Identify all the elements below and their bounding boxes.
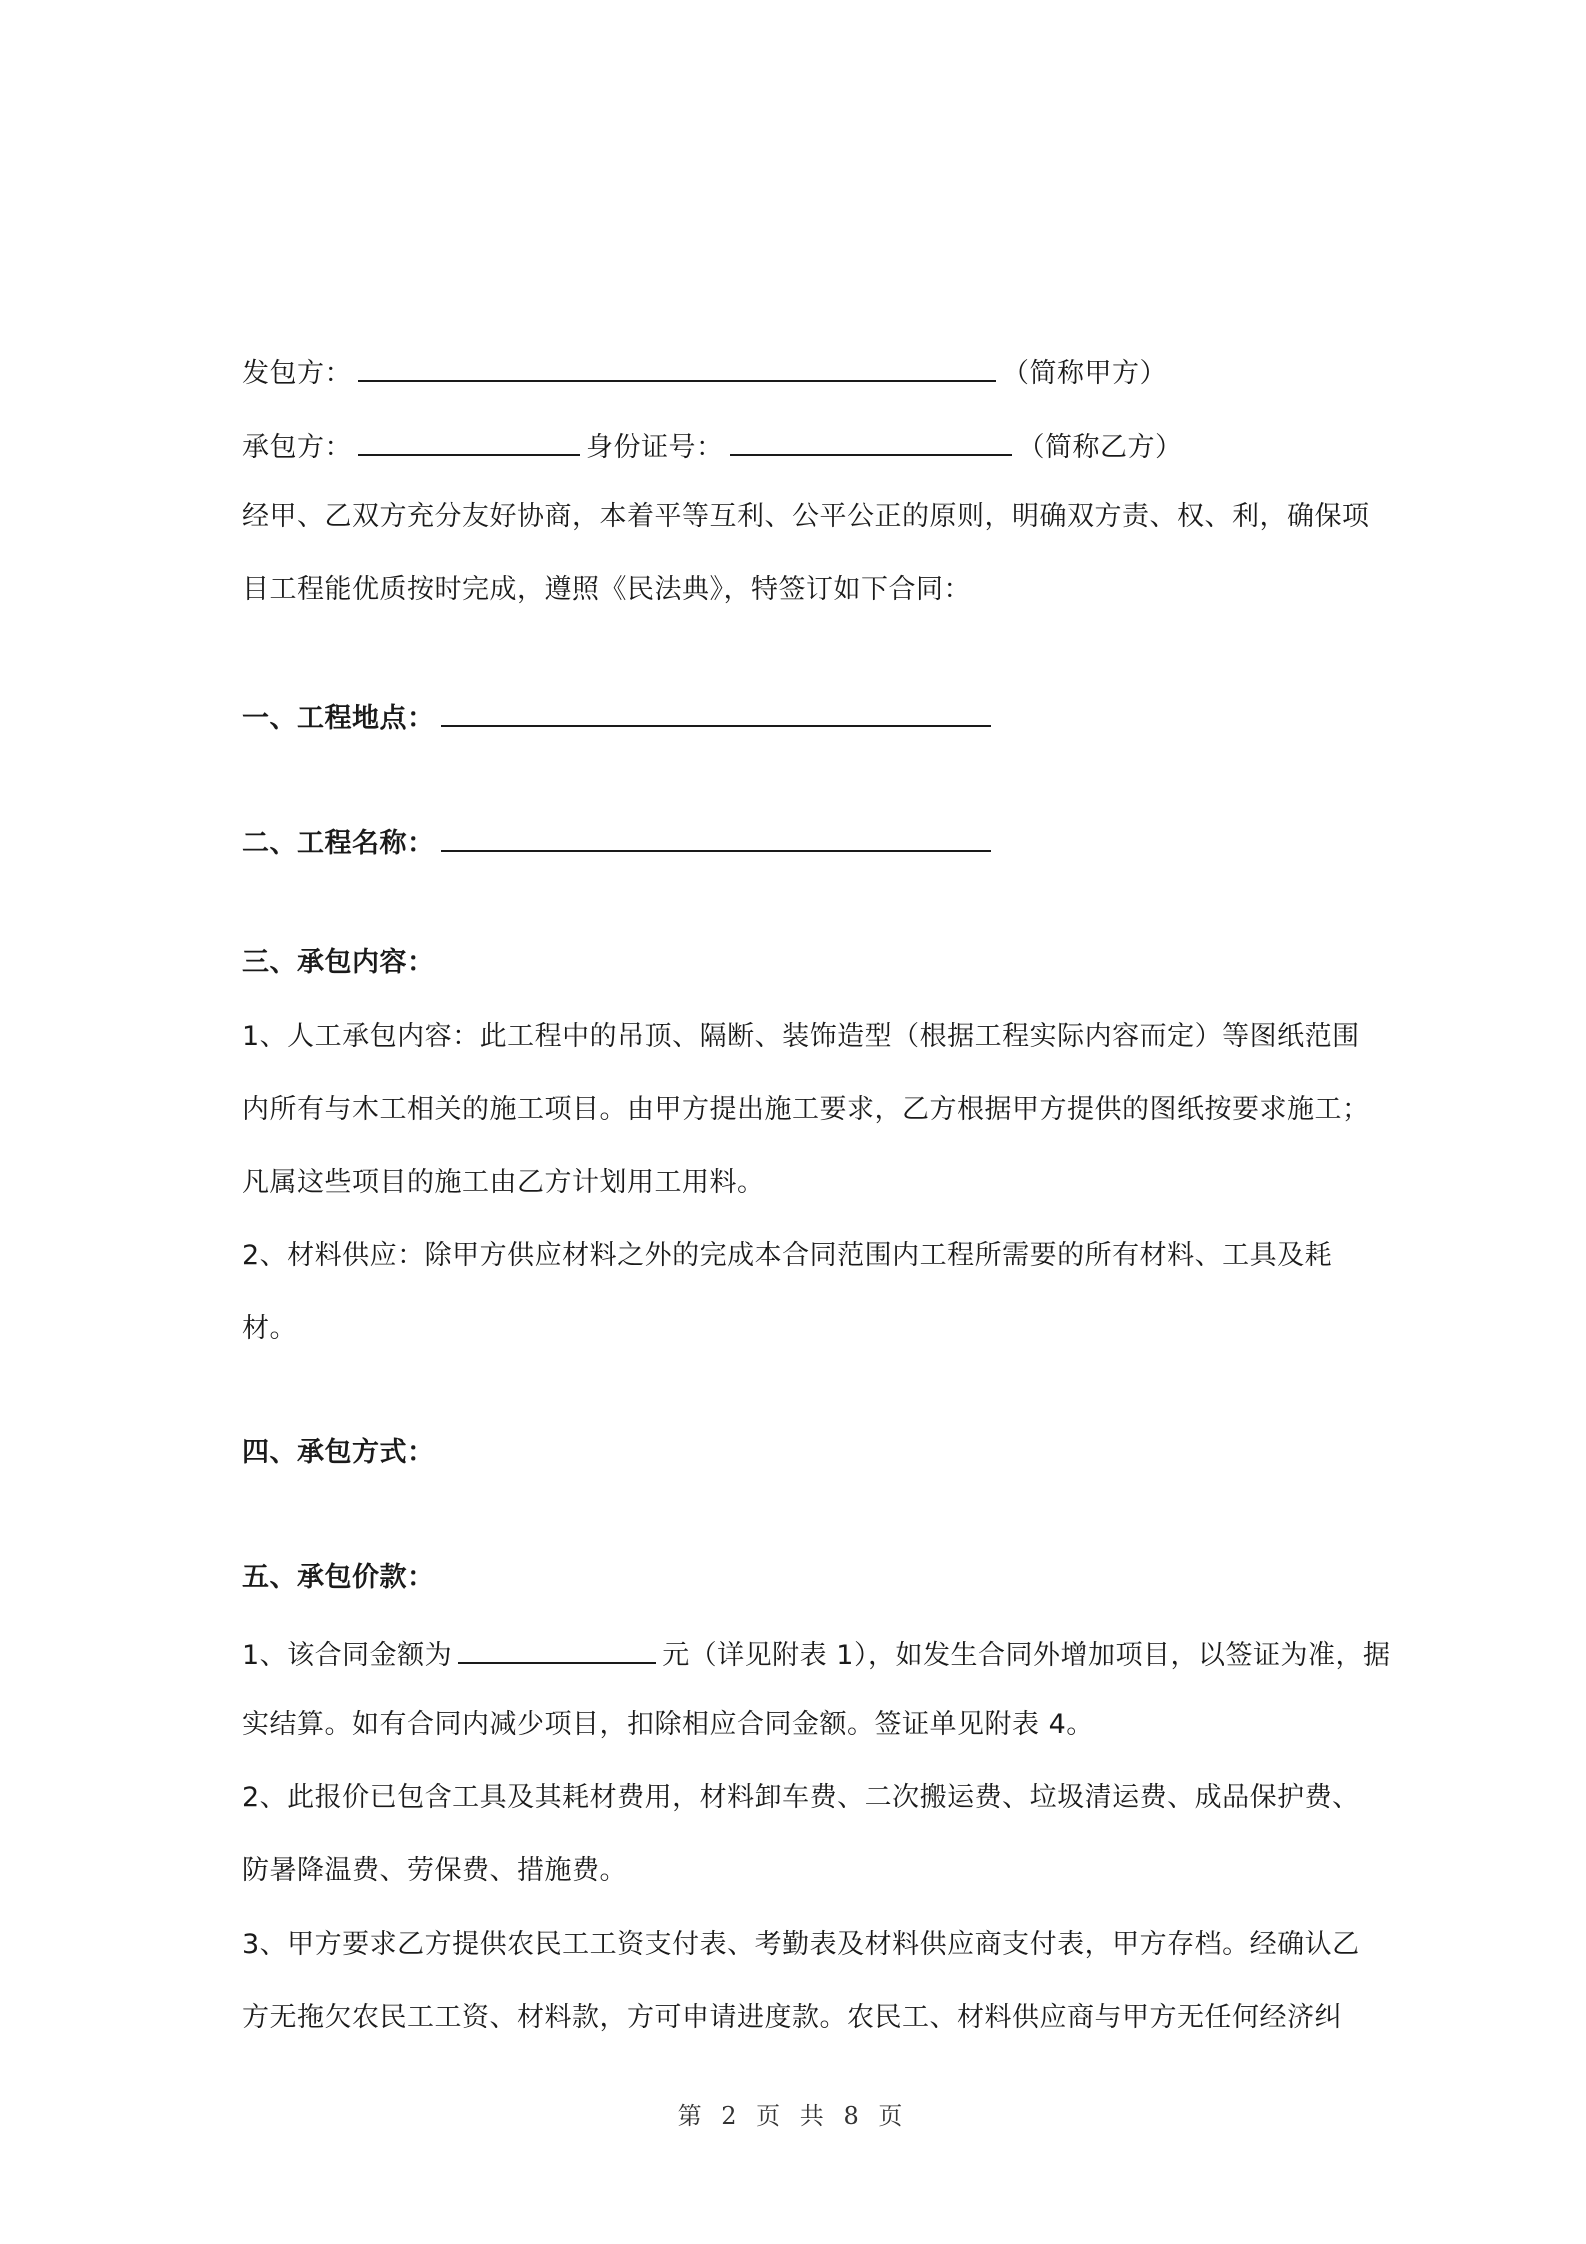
section-5-para-1-line-2: 实结算。如有合同内减少项目，扣除相应合同金额。签证单见附表 4。 xyxy=(242,1709,1094,1740)
party-a-blank[interactable] xyxy=(358,352,996,382)
intro-line-2: 目工程能优质按时完成，遵照《民法典》，特签订如下合同： xyxy=(242,574,971,605)
project-location-blank[interactable] xyxy=(441,697,991,727)
section-4-title: 四、承包方式： xyxy=(242,1437,435,1468)
section-3-para-2-line-1: 2、材料供应：除甲方供应材料之外的完成本合同范围内工程所需要的所有材料、工具及耗 xyxy=(242,1240,1333,1271)
section-5-para-3-line-1: 3、甲方要求乙方提供农民工工资支付表、考勤表及材料供应商支付表，甲方存档。经确认乙 xyxy=(242,1929,1360,1960)
party-b-label: 承包方： xyxy=(242,432,352,463)
id-number-blank[interactable] xyxy=(730,426,1012,456)
section-1-title: 一、工程地点： xyxy=(242,703,435,734)
section-5-para-3-line-2: 方无拖欠农民工工资、材料款，方可申请进度款。农民工、材料供应商与甲方无任何经济纠 xyxy=(242,2002,1342,2033)
section-3-para-1-line-3: 凡属这些项目的施工由乙方计划用工用料。 xyxy=(242,1167,765,1198)
section-2-row xyxy=(242,822,997,862)
section-3-para-2-line-2: 材。 xyxy=(242,1313,297,1344)
party-a-label: 发包方： xyxy=(242,358,352,389)
section-2-title: 二、工程名称： xyxy=(242,828,435,859)
party-b-suffix: （简称乙方） xyxy=(1017,432,1183,463)
project-name-blank[interactable] xyxy=(441,822,991,852)
party-b-row xyxy=(242,426,1183,466)
section-1-row xyxy=(242,697,997,737)
contract-amount-blank[interactable] xyxy=(458,1634,656,1664)
party-a-suffix: （简称甲方） xyxy=(1002,358,1167,389)
party-b-blank[interactable] xyxy=(358,426,580,456)
id-number-label: 身份证号： xyxy=(586,432,724,463)
section-5-para-1-line-1 xyxy=(242,1634,1390,1674)
section-5-title: 五、承包价款： xyxy=(242,1562,435,1593)
contract-amount-suffix: 元（详见附表 1），如发生合同外增加项目，以签证为准，据 xyxy=(662,1640,1391,1671)
section-3-title: 三、承包内容： xyxy=(242,947,435,978)
section-3-para-1-line-1: 1、人工承包内容：此工程中的吊顶、隔断、装饰造型（根据工程实际内容而定）等图纸范围 xyxy=(242,1021,1360,1052)
section-5-para-2-line-2: 防暑降温费、劳保费、措施费。 xyxy=(242,1855,627,1886)
contract-amount-prefix: 1、该合同金额为 xyxy=(242,1640,453,1671)
intro-line-1: 经甲、乙双方充分友好协商，本着平等互利、公平公正的原则，明确双方责、权、利，确保项 xyxy=(242,501,1370,532)
page-number: 第 2 页 共 8 页 xyxy=(677,2102,909,2130)
section-5-para-2-line-1: 2、此报价已包含工具及其耗材费用，材料卸车费、二次搬运费、垃圾清运费、成品保护费、 xyxy=(242,1782,1360,1813)
party-a-row xyxy=(242,352,1167,392)
section-3-para-1-line-2: 内所有与木工相关的施工项目。由甲方提出施工要求，乙方根据甲方提供的图纸按要求施工； xyxy=(242,1094,1370,1125)
